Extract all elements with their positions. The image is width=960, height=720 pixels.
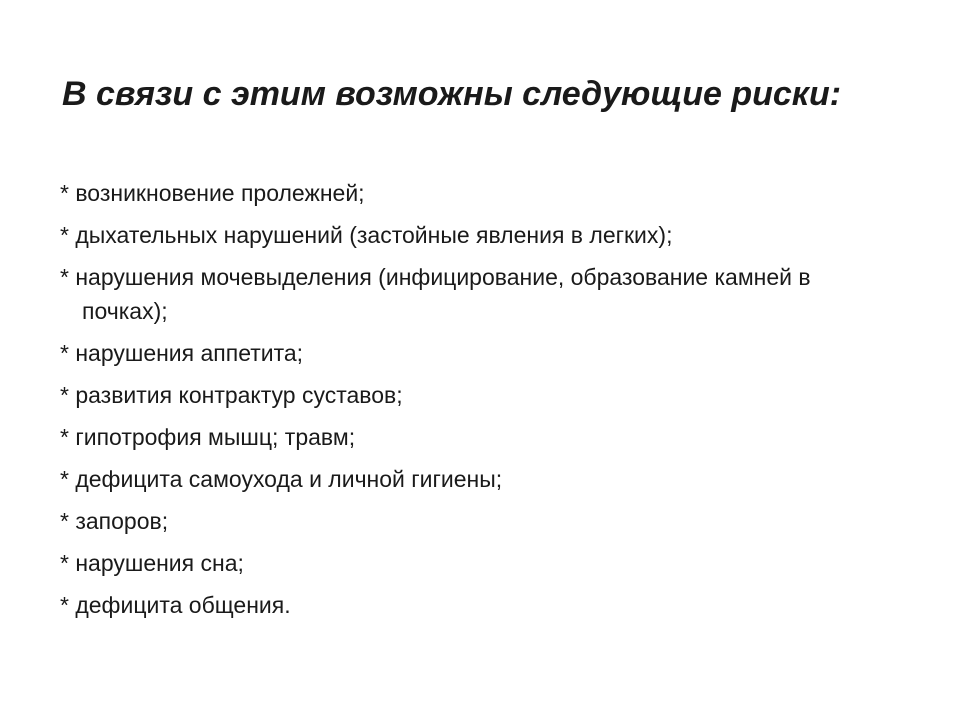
risk-item-bedsores: * возникновение пролежней; (60, 180, 365, 206)
risk-item-respiratory: * дыхательных нарушений (застойные явления в легких); (60, 222, 673, 248)
risk-item-contractures: * развития контрактур суставов; (60, 382, 403, 408)
risk-item-constipation: * запоров; (60, 508, 169, 534)
risk-item-self-care: * дефицита самоухода и личной гигиены; (60, 466, 503, 492)
risk-item-hypotrophy: * гипотрофия мышц; травм; (60, 424, 356, 450)
slide-title: В связи с этим возможны следующие риски: (62, 75, 842, 113)
risk-item-appetite: * нарушения аппетита; (60, 340, 304, 366)
risk-item-urination: * нарушения мочевыделения (инфицирование, образование камней в почках); (60, 264, 811, 324)
risk-item-communication: * дефицита общения. (60, 592, 291, 618)
risk-item-sleep: * нарушения сна; (60, 550, 244, 576)
risk-list (60, 176, 890, 630)
